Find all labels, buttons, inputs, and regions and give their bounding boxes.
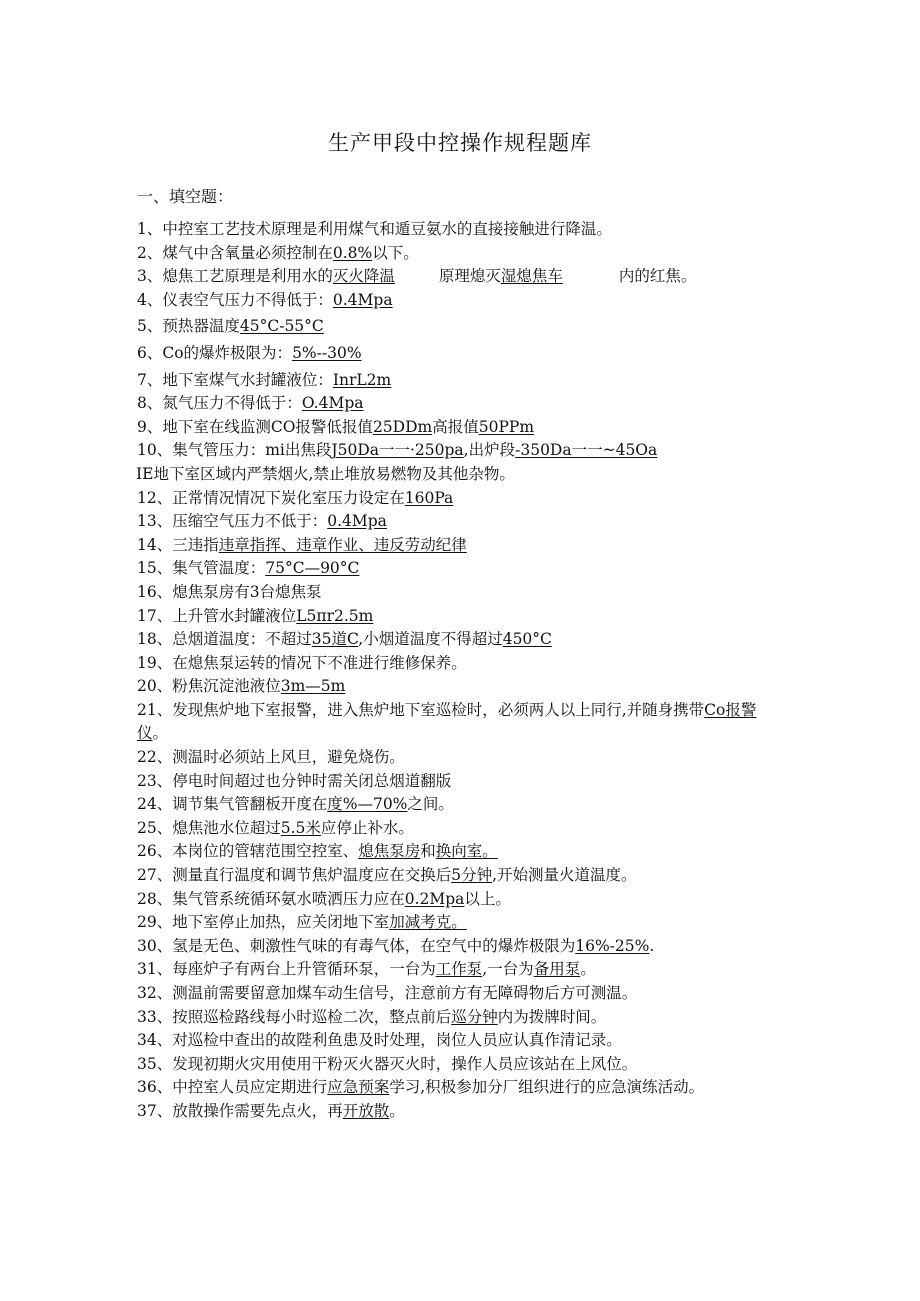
answer-text: 应急预案	[327, 1078, 390, 1097]
answer-text: 开放散	[342, 1101, 390, 1120]
question-item-q21	[137, 699, 787, 746]
question-text: 以下。	[372, 243, 419, 262]
question-list	[137, 218, 787, 1124]
question-item-q23	[137, 770, 787, 794]
answer-text: 35道C	[311, 630, 359, 649]
answer-text: 0.8%	[332, 243, 373, 262]
question-item-q19	[137, 652, 787, 676]
question-text: 37、放散操作需要先点火，再	[137, 1101, 343, 1120]
answer-text: 5%--30%	[292, 343, 362, 362]
answer-text: 0.4Mpa	[332, 290, 393, 309]
question-text: 。	[580, 960, 596, 979]
answer-text: 违章指挥、违章作业、违反劳动纪律	[218, 535, 467, 554]
question-item-q36	[137, 1076, 787, 1100]
question-text: 高报值	[432, 417, 479, 436]
question-text: 28、集气管系统循环氨水喷洒压力应在	[137, 889, 405, 908]
answer-text: 5分钟	[451, 866, 493, 885]
question-text: 31、每座炉子有两台上升管循环泵，一台为	[137, 960, 436, 979]
answer-text: 3m—5m	[280, 677, 346, 696]
answer-text: 75°C—90°C	[265, 559, 360, 578]
question-item-q11	[136, 463, 787, 487]
question-text: 17、上升管水封罐液位	[137, 606, 297, 625]
answer-text: 0.2Mpa	[404, 889, 465, 908]
question-item-q28	[137, 888, 787, 912]
question-item-q24	[137, 793, 787, 817]
answer-text: L5πr2.5m	[296, 606, 374, 625]
question-item-q17	[137, 605, 787, 629]
answer-text: 加减考克。	[389, 913, 467, 932]
question-text: 23、停电时间超过也分钟时需关闭总烟道翻版	[137, 771, 452, 790]
question-text: ,小烟道温度不得超过	[358, 630, 503, 649]
question-item-q15	[137, 557, 787, 581]
question-item-q35	[137, 1053, 787, 1077]
question-text: 33、按照巡检路线每小时巡检二次，整点前后	[137, 1007, 452, 1026]
question-text: .	[649, 936, 655, 955]
question-item-q2	[137, 242, 787, 266]
question-text: 1、中控室工艺技术原理是利用煤气和遁豆氨水的直接接触进行降温。	[137, 220, 612, 238]
question-item-q34	[137, 1029, 787, 1053]
question-item-q26	[137, 840, 787, 864]
question-text: 34、对巡检中查出的故陛利鱼患及时处理，岗位人员应认真作清记录。	[137, 1031, 622, 1050]
answer-text: 换向室。	[435, 842, 498, 861]
question-text: 15、集气管温度：	[137, 559, 266, 578]
question-item-q1	[137, 218, 787, 242]
answer-text: 0.4Mpa	[327, 512, 387, 531]
answer-text: 备用泵	[533, 960, 581, 979]
answer-text: -350Da一一~45Oa	[515, 441, 658, 460]
question-text: 19、在熄焦泵运转的情况下不准进行维修保养。	[137, 653, 467, 672]
question-item-q8	[137, 392, 787, 416]
question-text: 9、地下室在线监测CO报警低报值	[137, 417, 373, 436]
question-item-q10	[137, 439, 787, 463]
question-item-q27	[137, 864, 787, 888]
answer-text: 5.5米	[280, 818, 321, 837]
question-item-q12	[137, 487, 787, 511]
answer-text: Co报警仪	[137, 700, 757, 743]
answer-text: 熄焦泵房	[358, 842, 421, 861]
question-item-q30	[137, 935, 787, 959]
question-text: 26、本岗位的管辖范围空控室、	[137, 842, 359, 861]
question-item-q22	[137, 746, 787, 770]
question-text: 10、集气管压力：mi出焦段	[137, 441, 332, 460]
question-text: 13、压缩空气压力不低于：	[137, 512, 328, 531]
question-text: 25、熄焦池水位超过	[137, 818, 281, 837]
question-text: 21、发现焦炉地下室报警，进入焦炉地下室巡检时，必须两人以上同行,并随身携带	[137, 700, 705, 719]
question-text: 22、测温时必须站上风旦，避免烧伤。	[137, 748, 405, 767]
answer-text: 度%—70%	[327, 795, 408, 814]
question-item-q5	[137, 315, 787, 339]
question-text: 12、正常情况情况下炭化室压力设定在	[137, 488, 405, 507]
question-item-q33	[137, 1006, 787, 1030]
question-text: 。	[389, 1101, 405, 1120]
question-item-q31	[137, 958, 787, 982]
question-text: 36、中控室人员应定期进行	[137, 1078, 328, 1097]
question-text: 32、测温前需要留意加煤车动生信号，注意前方有无障碍物后方可测温。	[137, 984, 638, 1002]
answer-text: 25DDm	[372, 417, 433, 436]
section-heading-fill-in: 一、填空题：	[137, 187, 234, 206]
question-text: ,出炉段	[463, 441, 516, 460]
question-text: 3、熄焦工艺原理是利用水的	[137, 267, 333, 286]
question-text: 27、测量直行温度和调节焦炉温度应在交换后	[137, 866, 452, 885]
answer-text: 45°C-55°C	[239, 317, 324, 336]
question-text: 内为拨牌时间。	[497, 1007, 607, 1026]
question-text: 8、氮气压力不得低于：	[137, 394, 302, 413]
question-text: 内的红焦。	[618, 267, 697, 286]
question-item-q37	[137, 1100, 787, 1124]
question-text: 35、发现初期火灾用使用干粉灭火器灭火时，操作人员应该站在上风位。	[137, 1054, 638, 1073]
question-item-q18	[137, 628, 787, 652]
question-text: 4、仪表空气压力不得低于：	[137, 290, 333, 309]
answer-text: 450°C	[502, 630, 552, 649]
question-text: 16、熄焦泵房有3台熄焦泵	[137, 582, 322, 601]
question-item-q9	[137, 416, 787, 440]
question-text: 18、总烟道温度：不超过	[137, 630, 312, 649]
answer-text: 50PPm	[478, 417, 535, 436]
answer-text: 160Pa	[404, 488, 454, 507]
question-text: 。	[152, 724, 169, 743]
question-text: 以上。	[464, 889, 511, 908]
question-text: 30、氢是无色、刺激性气味的有毒气体，在空气中的爆炸极限为	[137, 936, 576, 955]
question-item-q25	[137, 817, 787, 841]
answer-text: 灭火降温	[332, 267, 395, 286]
question-item-q7	[137, 369, 787, 393]
question-text: 29、地下室停止加热，应关闭地下室	[137, 913, 390, 932]
question-text: 应停止补水。	[320, 818, 414, 837]
answer-text: 工作泵	[435, 960, 483, 979]
question-text: 5、预热器温度	[137, 317, 240, 336]
question-text: ,一台为	[482, 960, 534, 979]
question-item-q4	[137, 289, 787, 313]
question-item-q13	[137, 510, 787, 534]
question-item-q14	[137, 534, 787, 558]
question-item-q6	[137, 342, 787, 366]
answer-text: J50Da一一·250pa	[331, 441, 464, 460]
question-text: 7、地下室煤气水封罐液位：	[137, 370, 333, 389]
question-text: 学习,积极参加分厂组织进行的应急演练活动。	[389, 1078, 705, 1097]
question-text: 14、三违指	[137, 535, 219, 554]
question-text: 2、煤气中含氧量必须控制在	[137, 243, 333, 262]
question-item-q20	[137, 675, 787, 699]
question-text: 原理熄灭	[438, 267, 501, 286]
answer-text: O.4Mpa	[301, 394, 364, 413]
question-text: 20、粉焦沉淀池液位	[137, 677, 281, 696]
question-text: ,开始测量火道温度。	[492, 866, 637, 885]
question-text: 6、Co的爆炸极限为：	[137, 343, 293, 362]
question-text: IE地下室区域内严禁烟火,禁止堆放易燃物及其他杂物。	[136, 464, 515, 483]
question-item-q32	[137, 982, 787, 1006]
answer-text: 湿熄焦车	[500, 267, 563, 286]
question-text: 24、调节集气管翻板开度在	[137, 795, 328, 814]
question-item-q29	[137, 911, 787, 935]
page-title: 生产甲段中控操作规程题库	[328, 131, 592, 155]
answer-text: 16%-25%	[575, 936, 650, 955]
question-text: 之间。	[407, 795, 454, 814]
question-text: 和	[420, 842, 436, 861]
answer-text: InrL2m	[332, 370, 392, 389]
answer-text: 巡分钟	[451, 1007, 498, 1026]
question-item-q16	[137, 581, 787, 605]
question-item-q3	[137, 265, 787, 289]
